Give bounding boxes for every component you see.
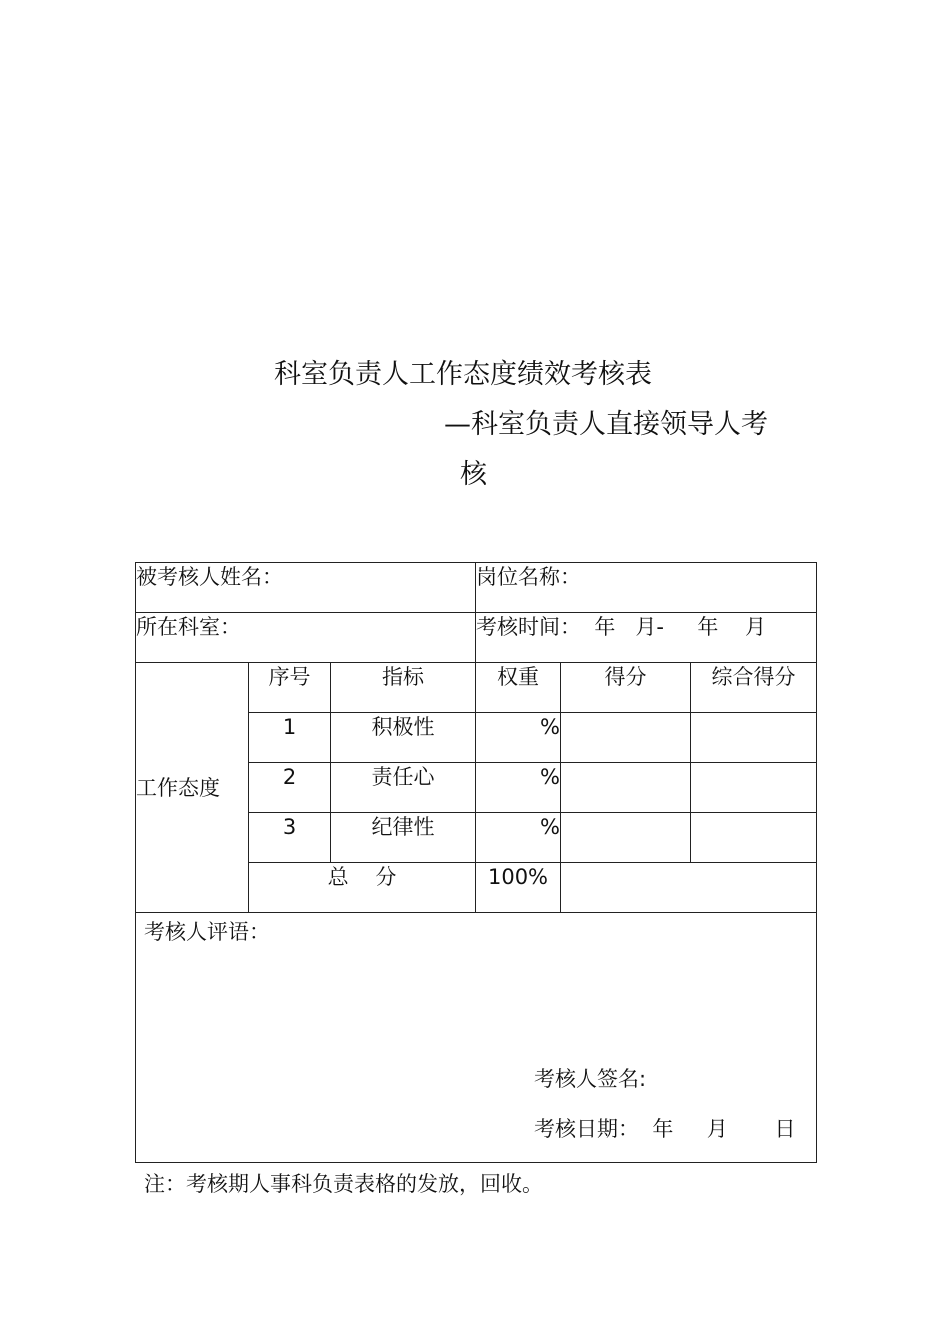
period-field[interactable] [476, 613, 817, 663]
total-score-cell[interactable] [561, 863, 817, 913]
score-cell[interactable] [561, 813, 691, 863]
department-label: 所在科室： [136, 615, 241, 639]
weight-cell[interactable]: % [476, 763, 561, 813]
category-label: 工作态度 [136, 775, 220, 800]
comment-field[interactable] [136, 913, 817, 1163]
weight-cell[interactable]: % [476, 713, 561, 763]
header-seq: 序号 [249, 663, 331, 713]
header-indicator: 指标 [331, 663, 476, 713]
comment-row [136, 913, 817, 1163]
total-weight: 100% [476, 863, 561, 913]
overall-score-cell[interactable] [691, 813, 817, 863]
indicator-cell: 纪律性 [331, 813, 476, 863]
header-overall-score: 综合得分 [691, 663, 817, 713]
form-row-name [136, 563, 817, 613]
seq-cell: 3 [249, 813, 331, 863]
header-weight: 权重 [476, 663, 561, 713]
position-label: 岗位名称： [476, 565, 581, 589]
examinee-name-label: 被考核人姓名： [136, 565, 283, 589]
department-field[interactable] [136, 613, 476, 663]
form-row-department [136, 613, 817, 663]
period-label: 考核时间： 年 月- 年 月 [476, 615, 767, 639]
seq-cell: 1 [249, 713, 331, 763]
document-title: 科室负责人工作态度绩效考核表 [274, 359, 652, 390]
category-cell [136, 663, 249, 913]
header-score: 得分 [561, 663, 691, 713]
table-header-row [136, 663, 817, 713]
indicator-cell: 责任心 [331, 763, 476, 813]
document-subtitle: —科室负责人直接领导人考 [444, 409, 768, 440]
overall-score-cell[interactable] [691, 763, 817, 813]
total-label: 总 分 [249, 863, 476, 913]
seq-cell: 2 [249, 763, 331, 813]
signature-label: 考核人签名: [534, 1067, 647, 1091]
examinee-name-field[interactable] [136, 563, 476, 613]
indicator-cell: 积极性 [331, 713, 476, 763]
position-field[interactable] [476, 563, 817, 613]
appraisal-date-label: 考核日期： 年 月 日 [534, 1117, 796, 1141]
footnote: 注：考核期人事科负责表格的发放，回收。 [144, 1172, 543, 1196]
score-cell[interactable] [561, 763, 691, 813]
comment-label: 考核人评语： [144, 920, 270, 944]
score-cell[interactable] [561, 713, 691, 763]
appraisal-form-table [135, 562, 817, 1163]
weight-cell[interactable]: % [476, 813, 561, 863]
document-subtitle-continued: 核 [460, 459, 487, 490]
overall-score-cell[interactable] [691, 713, 817, 763]
